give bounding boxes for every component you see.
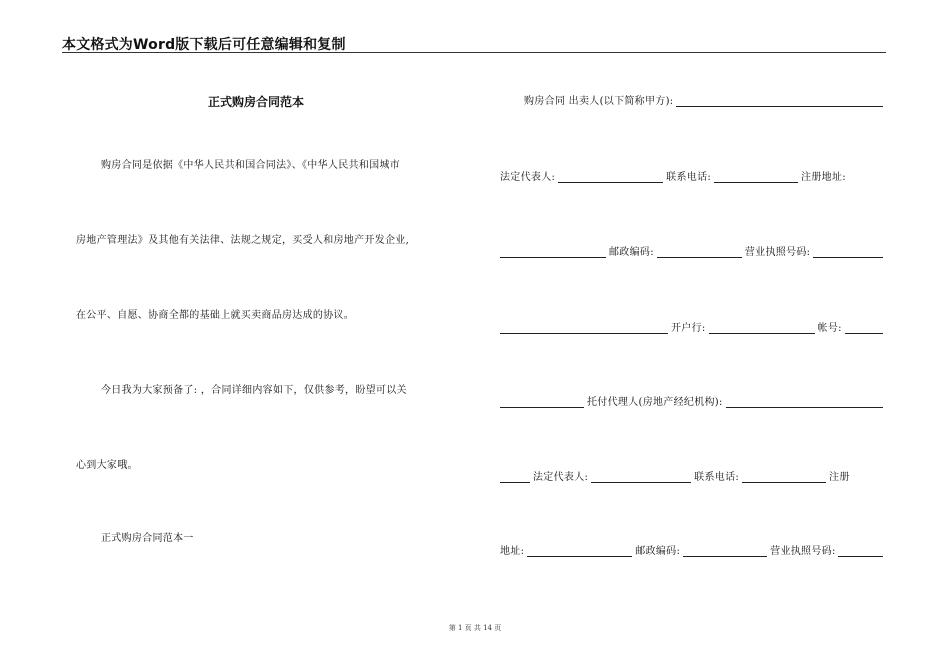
form-line-agent-rep — [500, 468, 883, 483]
fill-in-blank — [683, 546, 767, 557]
fill-in-blank — [742, 472, 826, 483]
form-line-agent-address — [500, 542, 883, 557]
form-line-seller — [500, 92, 883, 107]
form-line-bank — [500, 319, 883, 334]
paragraph-line: 在公平、自愿、协商全都的基础上就买卖商品房达成的协议。 — [76, 310, 355, 321]
form-line-legal-rep — [500, 168, 883, 183]
paragraph-line: 心到大家哦。 — [76, 460, 138, 471]
field-label: 营业执照号码: — [744, 247, 811, 258]
fill-in-blank — [845, 323, 883, 334]
field-label: 注册地址: — [801, 172, 846, 183]
field-label: 开户行: — [671, 323, 706, 334]
paragraph-line: 今日我为大家预备了: ，合同详细内容如下，仅供参考，盼望可以关 — [101, 385, 407, 396]
form-line-agent — [500, 393, 883, 408]
field-label: 联系电话: — [694, 472, 740, 483]
fill-in-blank — [558, 172, 663, 183]
fill-in-blank — [714, 172, 798, 183]
fill-in-blank — [500, 472, 530, 483]
field-label: 托付代理人(房地产经纪机构): — [587, 397, 723, 408]
field-label: 购房合同 出卖人(以下简称甲方): — [524, 96, 674, 107]
page-number: 第 1 页 共 14 页 — [448, 624, 502, 632]
field-label: 法定代表人: — [533, 472, 589, 483]
field-label: 注册 — [829, 472, 850, 483]
field-label: 法定代表人: — [500, 172, 556, 183]
field-label: 地址: — [500, 546, 525, 557]
field-label: 营业执照号码: — [770, 546, 836, 557]
field-label: 帐号: — [817, 323, 842, 334]
field-label: 邮政编码: — [635, 546, 681, 557]
fill-in-blank — [709, 323, 815, 334]
fill-in-blank — [676, 96, 883, 107]
field-label: 联系电话: — [666, 172, 712, 183]
fill-in-blank — [813, 247, 883, 258]
form-line-postcode — [500, 243, 883, 258]
fill-in-blank — [591, 472, 691, 483]
fill-in-blank — [838, 546, 883, 557]
header-title: 本文格式为Word版下载后可任意编辑和复制 — [62, 37, 346, 53]
fill-in-blank — [500, 323, 668, 334]
fill-in-blank — [500, 247, 606, 258]
paragraph-line: 正式购房合同范本一 — [101, 533, 194, 544]
fill-in-blank — [726, 397, 883, 408]
header-divider — [62, 52, 886, 53]
field-label: 邮政编码: — [609, 247, 654, 258]
fill-in-blank — [527, 546, 632, 557]
paragraph-line: 房地产管理法》及其他有关法律、法规之规定，买受人和房地产开发企业, — [76, 235, 410, 246]
paragraph-line: 购房合同是依据《中华人民共和国合同法》、《中华人民共和国城市 — [101, 160, 400, 171]
fill-in-blank — [657, 247, 742, 258]
fill-in-blank — [500, 397, 584, 408]
document-title: 正式购房合同范本 — [208, 95, 305, 109]
